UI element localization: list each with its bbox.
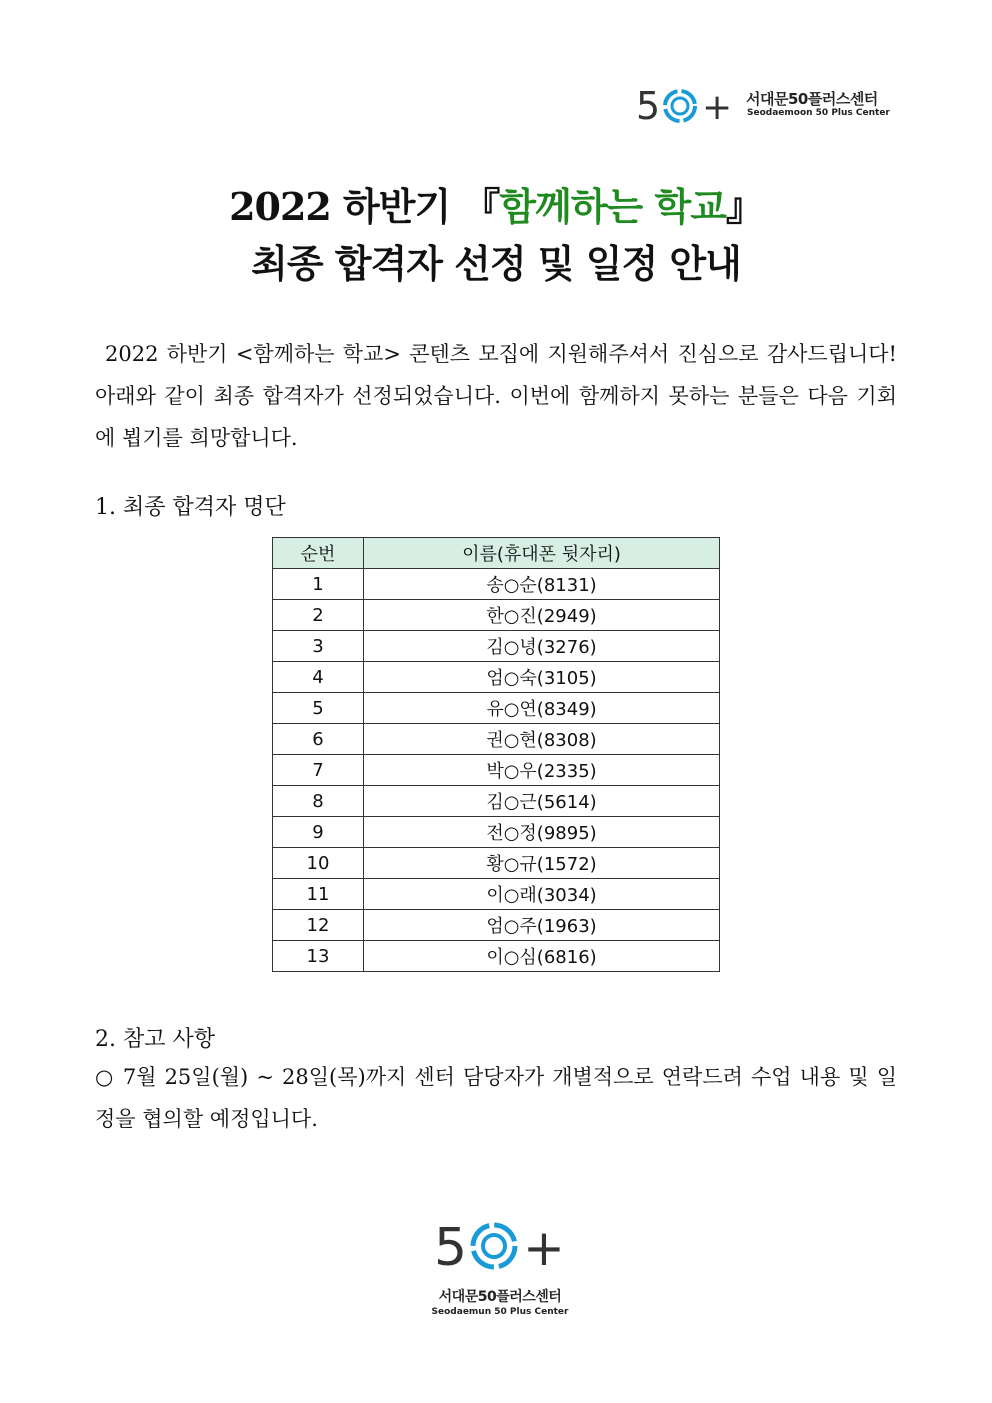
row-number: 2 [273, 600, 364, 631]
row-number: 1 [273, 569, 364, 600]
row-name: 유○연(8349) [364, 693, 720, 724]
logo-digit: 5 [434, 1218, 468, 1277]
logo-plus: + [702, 87, 733, 128]
table-row [273, 662, 720, 693]
footer-logo [420, 1213, 580, 1323]
row-name: 황○규(1572) [364, 848, 720, 879]
fifty-plus-logo-icon [636, 84, 736, 128]
roster-table [272, 537, 720, 972]
row-number: 10 [273, 848, 364, 879]
row-name: 권○현(8308) [364, 724, 720, 755]
table-row [273, 755, 720, 786]
row-number: 13 [273, 941, 364, 972]
logo-korean-name: 서대문50플러스센터 [438, 1289, 562, 1305]
page-title-line1 [0, 176, 992, 231]
section-heading-roster: 1. 최종 합격자 명단 [95, 495, 286, 520]
table-row [273, 724, 720, 755]
logo-english-name: Seodaemoon 50 Plus Center [747, 108, 890, 118]
page-title-line2: 최종 합격자 선정 및 일정 안내 [251, 241, 741, 286]
header-logo [636, 84, 896, 128]
table-header-row [273, 538, 720, 569]
row-number: 3 [273, 631, 364, 662]
table-row [273, 941, 720, 972]
section-heading-notes: 2. 참고 사항 [95, 1027, 215, 1052]
row-name: 박○우(2335) [364, 755, 720, 786]
column-header-number: 순번 [273, 538, 364, 569]
table-row [273, 600, 720, 631]
row-name: 이○심(6816) [364, 941, 720, 972]
fifty-plus-logo-icon [434, 1213, 566, 1277]
row-number: 7 [273, 755, 364, 786]
row-number: 11 [273, 879, 364, 910]
table-row [273, 879, 720, 910]
table-row [273, 848, 720, 879]
table-row [273, 817, 720, 848]
row-number: 4 [273, 662, 364, 693]
table-row [273, 910, 720, 941]
row-name: 김○녕(3276) [364, 631, 720, 662]
row-name: 송○순(8131) [364, 569, 720, 600]
table-row [273, 569, 720, 600]
row-name: 한○진(2949) [364, 600, 720, 631]
title-highlight: 함께하는 학교 [499, 184, 726, 229]
table-row [273, 786, 720, 817]
logo-plus: + [523, 1219, 565, 1277]
row-number: 6 [273, 724, 364, 755]
table-row [273, 631, 720, 662]
logo-digit: 5 [636, 84, 661, 128]
logo-korean-name: 서대문50플러스센터 [746, 90, 878, 108]
schedule-note: ○ 7월 25일(월) ~ 28일(목)까지 센터 담당자가 개별적으로 연락드려 수업 내용 및 일정을 협의할 예정입니다. [95, 1065, 897, 1131]
column-header-name: 이름(휴대폰 뒷자리) [364, 538, 720, 569]
title-prefix: 2022 하반기 『 [229, 184, 500, 229]
title-suffix: 』 [725, 184, 763, 229]
row-name: 엄○숙(3105) [364, 662, 720, 693]
row-number: 5 [273, 693, 364, 724]
row-name: 엄○주(1963) [364, 910, 720, 941]
logo-english-name: Seodaemun 50 Plus Center [431, 1307, 569, 1317]
row-number: 8 [273, 786, 364, 817]
row-number: 9 [273, 817, 364, 848]
row-name: 김○근(5614) [364, 786, 720, 817]
intro-paragraph: 2022 하반기 <함께하는 학교> 콘텐츠 모집에 지원해주셔서 진심으로 감사드립니다! 아래와 같이 최종 합격자가 선정되었습니다. 이번에 함께하지 못하는 분들은 다음 기회에 뵙기를 희망합니다. [95, 342, 897, 450]
table-row [273, 693, 720, 724]
row-number: 12 [273, 910, 364, 941]
row-name: 전○정(9895) [364, 817, 720, 848]
row-name: 이○래(3034) [364, 879, 720, 910]
